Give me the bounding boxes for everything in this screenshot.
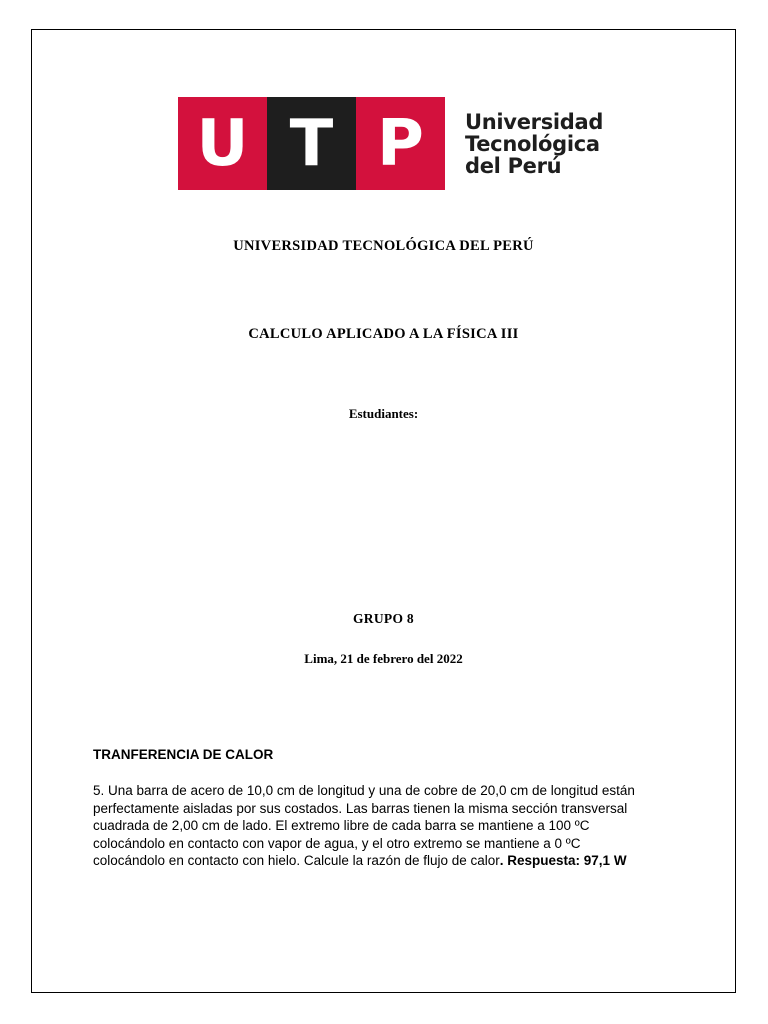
university-title: UNIVERSIDAD TECNOLÓGICA DEL PERÚ bbox=[233, 238, 534, 254]
problem-line: colocándolo en contacto con hielo. Calcule la razón de flujo de calor bbox=[93, 853, 500, 868]
section-title: TRANFERENCIA DE CALOR bbox=[93, 747, 274, 762]
logo-wordmark-line: del Perú bbox=[465, 153, 562, 178]
date-label: Lima, 21 de febrero del 2022 bbox=[304, 651, 463, 666]
problem-last-line bbox=[93, 852, 693, 870]
group-label: GRUPO 8 bbox=[353, 611, 414, 626]
logo-wordmark-line: Universidad bbox=[465, 109, 604, 134]
problem-line: 5. Una barra de acero de 10,0 cm de longitud y una de cobre de 20,0 cm de longitud están bbox=[93, 783, 635, 798]
course-title: CALCULO APLICADO A LA FÍSICA III bbox=[248, 326, 519, 342]
logo-letter-u: U bbox=[178, 97, 267, 190]
utp-logo bbox=[178, 97, 603, 190]
problem-statement bbox=[93, 782, 693, 870]
logo-wordmark bbox=[465, 111, 603, 177]
logo-letter-p: P bbox=[356, 97, 445, 190]
problem-line: perfectamente aisladas por sus costados. Las barras tienen la misma sección transversal bbox=[93, 800, 628, 816]
problem-line: colocándolo en contacto con vapor de agua, y el otro extremo se mantiene a 0 ºC bbox=[93, 835, 581, 851]
problem-line: cuadrada de 2,00 cm de lado. El extremo libre de cada barra se mantiene a 100 ºC bbox=[93, 818, 590, 833]
logo-letter-t: T bbox=[267, 97, 356, 190]
students-label: Estudiantes: bbox=[348, 406, 419, 421]
answer-text: . Respuesta: 97,1 W bbox=[499, 853, 627, 868]
logo-wordmark-line: Tecnológica bbox=[465, 131, 600, 156]
